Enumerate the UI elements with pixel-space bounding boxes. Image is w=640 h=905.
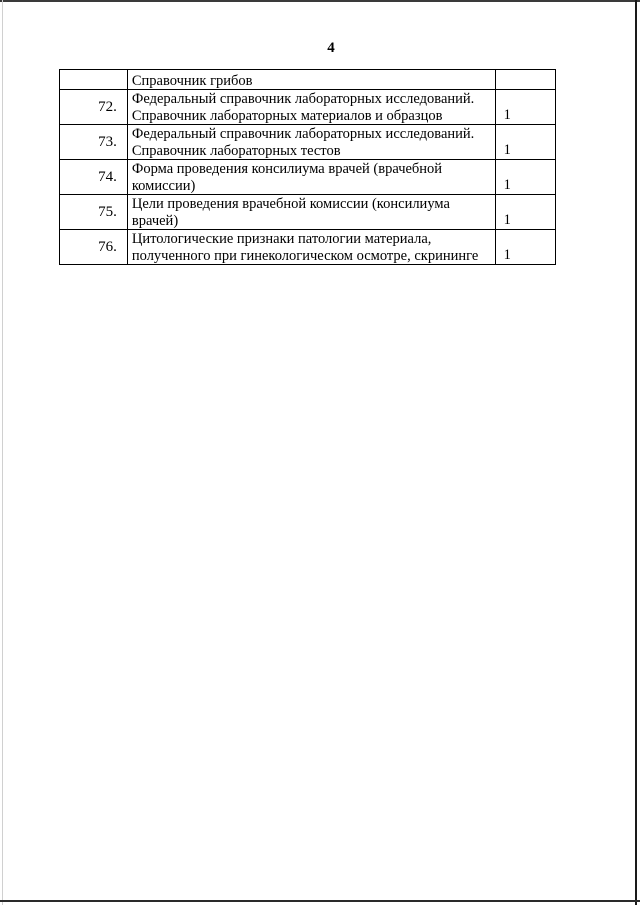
row-quantity: 1 xyxy=(495,90,555,125)
row-quantity: 1 xyxy=(495,160,555,195)
row-quantity: 1 xyxy=(495,195,555,230)
row-name xyxy=(127,70,495,90)
row-name-line: комиссии) xyxy=(131,177,196,194)
table-row xyxy=(60,195,556,230)
scan-border-bottom xyxy=(0,900,640,902)
reference-table xyxy=(59,69,556,265)
table-row xyxy=(60,70,556,90)
row-name-line: Форма проведения консилиума врачей (врачебной xyxy=(131,161,443,177)
row-name-line: Справочник грибов xyxy=(131,72,253,89)
row-number: 76. xyxy=(60,230,128,265)
row-name-line: Справочник лабораторных тестов xyxy=(131,142,341,159)
row-name-line: Федеральный справочник лабораторных исследований. xyxy=(131,91,475,107)
table-row xyxy=(60,160,556,195)
scan-border-left xyxy=(2,0,3,905)
row-name xyxy=(127,195,495,230)
table-row xyxy=(60,230,556,265)
scan-border-right xyxy=(635,0,637,905)
row-name xyxy=(127,90,495,125)
row-name-line: Справочник лабораторных материалов и образцов xyxy=(131,107,443,124)
row-number: 75. xyxy=(60,195,128,230)
row-name-line: полученного при гинекологическом осмотре, скрининге xyxy=(131,247,479,264)
scan-border-top xyxy=(0,0,640,2)
row-name xyxy=(127,160,495,195)
row-number xyxy=(60,70,128,90)
row-number: 74. xyxy=(60,160,128,195)
row-quantity: 1 xyxy=(495,230,555,265)
row-name xyxy=(127,230,495,265)
row-name xyxy=(127,125,495,160)
row-name-line: Цели проведения врачебной комиссии (консилиума xyxy=(131,196,450,212)
page-number: 4 xyxy=(327,40,335,56)
row-name-line: врачей) xyxy=(131,212,179,229)
row-quantity: 1 xyxy=(495,125,555,160)
row-number: 72. xyxy=(60,90,128,125)
table-row xyxy=(60,90,556,125)
row-quantity xyxy=(495,70,555,90)
table-row xyxy=(60,125,556,160)
row-name-line: Цитологические признаки патологии материала, xyxy=(131,231,432,247)
row-number: 73. xyxy=(60,125,128,160)
row-name-line: Федеральный справочник лабораторных исследований. xyxy=(131,126,475,142)
